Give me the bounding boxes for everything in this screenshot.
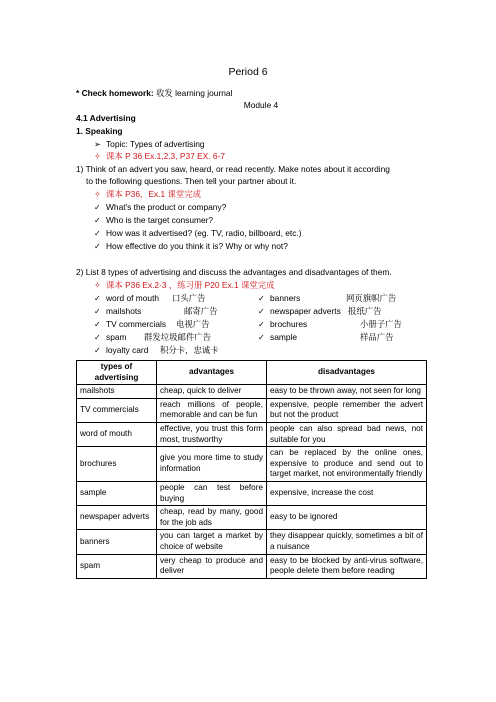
cell-disadvantages: expensive, increase the cost	[267, 481, 427, 505]
table-row	[77, 422, 427, 446]
section-heading: 4.1 Advertising	[76, 113, 136, 123]
cell-disadvantages: easy to be ignored	[267, 506, 427, 530]
check-icon: ✓	[94, 203, 101, 212]
topic-line: ➢ Topic: Types of advertising	[94, 139, 205, 149]
cell-disadvantages: they disappear quickly, sometimes a bit of a nuisance	[267, 530, 427, 554]
speaking-heading: 1. Speaking	[76, 126, 123, 136]
check-icon: ✓	[94, 320, 101, 329]
type-item: ✓ banners 网页旗帜广告	[258, 293, 397, 303]
check-icon: ✓	[94, 307, 101, 316]
diamond-bullet-icon: ✧	[94, 151, 102, 161]
cell-advantages: give you more time to study information	[157, 447, 267, 482]
cell-type: sample	[77, 481, 157, 505]
question-1-line-1: 1) Think of an advert you saw, heard, or read recently. Make notes about it according	[76, 164, 390, 174]
question-item: ✓ How was it advertised? (eg. TV, radio, billboard, etc.)	[94, 228, 302, 238]
cell-type: spam	[77, 554, 157, 578]
check-text: 收发 learning journal	[156, 88, 233, 98]
question-1-line-2: to the following questions. Then tell your partner about it.	[86, 176, 297, 186]
arrow-bullet-icon: ➢	[94, 139, 102, 149]
header-types: types of advertising	[77, 361, 157, 385]
check-icon: ✓	[94, 294, 101, 303]
table-row	[77, 447, 427, 482]
question-item: ✓ Who is the target consumer?	[94, 215, 214, 225]
cell-advantages: you can target a market by choice of website	[157, 530, 267, 554]
red-instruction-2: ✧ 课本 P36，Ex.1 课堂完成	[94, 189, 201, 199]
cell-type: brochures	[77, 447, 157, 482]
type-item: ✓ sample 样品广告	[258, 332, 394, 342]
question-item: ✓ How effective do you think it is? Why or why not?	[94, 241, 288, 251]
cell-type: TV commercials	[77, 398, 157, 422]
type-item: ✓ TV commercials 电视广告	[94, 319, 210, 329]
question-item: ✓ What's the product or company?	[94, 202, 227, 212]
type-item: ✓ mailshots 邮寄广告	[94, 306, 218, 316]
table-row	[77, 398, 427, 422]
table-row	[77, 385, 427, 399]
check-label: * Check homework:	[76, 88, 154, 98]
cell-type: mailshots	[77, 385, 157, 399]
red-instruction-1: ✧ 课本 P 36 Ex.1,2,3, P37 EX. 6-7	[94, 151, 226, 161]
cell-advantages: very cheap to produce and deliver	[157, 554, 267, 578]
table-row	[77, 506, 427, 530]
type-item: ✓ newspaper adverts 报纸广告	[258, 306, 382, 316]
check-icon: ✓	[94, 346, 101, 355]
cell-advantages: cheap, quick to deliver	[157, 385, 267, 399]
header-disadvantages: disadvantages	[267, 361, 427, 385]
check-icon: ✓	[94, 242, 101, 251]
cell-advantages: cheap, read by many, good for the job ads	[157, 506, 267, 530]
type-item: ✓ word of mouth 口头广告	[94, 293, 206, 303]
header-advantages: advantages	[157, 361, 267, 385]
cell-advantages: people can test before buying	[157, 481, 267, 505]
table-header-row	[77, 361, 427, 385]
cell-type: word of mouth	[77, 422, 157, 446]
check-icon: ✓	[94, 216, 101, 225]
type-item: ✓ spam 群发垃圾邮件广告	[94, 332, 211, 342]
advertising-table	[76, 360, 427, 579]
table-row	[77, 481, 427, 505]
cell-advantages: reach millions of people, memorable and can be fun	[157, 398, 267, 422]
cell-disadvantages: easy to be blocked by anti-virus software, people delete them before reading	[267, 554, 427, 578]
diamond-bullet-icon: ✧	[94, 280, 102, 290]
table-row	[77, 554, 427, 578]
red-instruction-3: ✧ 课本 P36 Ex.2-3 ，练习册 P20 Ex.1 课堂完成	[94, 280, 275, 290]
check-homework	[76, 88, 232, 99]
check-icon: ✓	[94, 229, 101, 238]
type-item: ✓ brochures 小册子广告	[258, 319, 402, 329]
check-icon: ✓	[94, 333, 101, 342]
check-icon: ✓	[258, 320, 265, 329]
page-title: Period 6	[228, 66, 268, 78]
check-icon: ✓	[258, 294, 265, 303]
cell-type: banners	[77, 530, 157, 554]
check-icon: ✓	[258, 333, 265, 342]
cell-disadvantages: expensive, people remember the advert but not the product	[267, 398, 427, 422]
check-icon: ✓	[258, 307, 265, 316]
cell-type: newspaper adverts	[77, 506, 157, 530]
module-heading: Module 4	[243, 100, 279, 110]
diamond-bullet-icon: ✧	[94, 189, 102, 199]
cell-advantages: effective, you trust this form most, trustworthy	[157, 422, 267, 446]
cell-disadvantages: easy to be thrown away, not seen for long	[267, 385, 427, 399]
cell-disadvantages: can be replaced by the online ones, expensive to produce and send out to target market, not environmentally friendly	[267, 447, 427, 482]
cell-disadvantages: people can also spread bad news, not suitable for you	[267, 422, 427, 446]
type-item: ✓ loyalty card 积分卡，忠诚卡	[94, 345, 219, 355]
question-2: 2) List 8 types of advertising and discuss the advantages and disadvantages of them.	[76, 267, 392, 277]
table-row	[77, 530, 427, 554]
